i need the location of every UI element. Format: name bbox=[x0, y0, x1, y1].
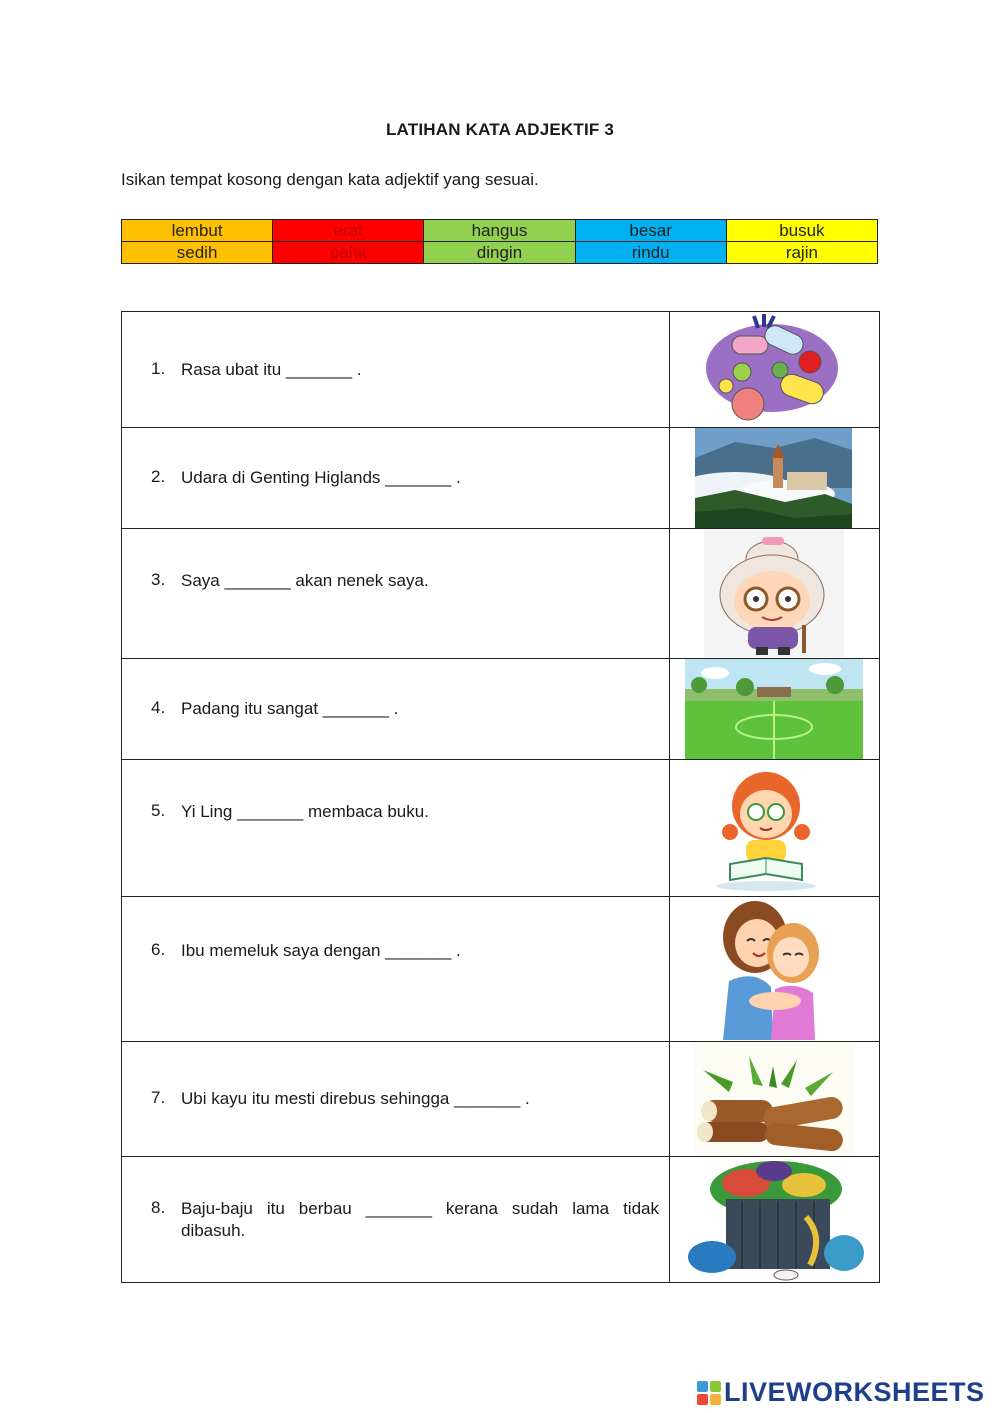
picture-cell bbox=[670, 428, 880, 529]
brand-name: LIVEWORKSHEETS bbox=[724, 1377, 985, 1407]
question-number: 2. bbox=[151, 467, 166, 486]
word-bank-cell: busuk bbox=[726, 220, 877, 242]
picture-cell bbox=[670, 760, 880, 897]
word-bank-row-1 bbox=[122, 220, 878, 242]
question-text: Saya _______ akan nenek saya. bbox=[181, 571, 429, 590]
word-bank-cell: sedih bbox=[122, 242, 273, 264]
question-number: 4. bbox=[151, 698, 166, 717]
question-number: 7. bbox=[151, 1088, 166, 1107]
word-bank-row-2 bbox=[122, 242, 878, 264]
question-text: Udara di Genting Higlands _______ . bbox=[181, 468, 461, 487]
question-text: Yi Ling _______ membaca buku. bbox=[181, 802, 429, 821]
question-text: Rasa ubat itu _______ . bbox=[181, 359, 362, 379]
picture-cell bbox=[670, 659, 880, 760]
football-field-icon bbox=[685, 659, 863, 759]
picture-cell bbox=[670, 1157, 880, 1283]
question-row bbox=[122, 659, 880, 760]
question-row bbox=[122, 897, 880, 1042]
word-bank-cell: rindu bbox=[575, 242, 726, 264]
word-bank-cell: pahit bbox=[273, 242, 424, 264]
question-cell bbox=[122, 897, 670, 1042]
question-text: Baju-baju itu berbau _______ kerana sudah lama tidak dibasuh. bbox=[181, 1199, 659, 1240]
picture-cell bbox=[670, 312, 880, 428]
question-row bbox=[122, 1157, 880, 1283]
girl-reading-icon bbox=[700, 760, 848, 895]
question-cell bbox=[122, 659, 670, 760]
word-bank-cell: lembut bbox=[122, 220, 273, 242]
question-table bbox=[121, 311, 880, 1283]
misty-mountain-icon bbox=[695, 428, 852, 528]
question-text: Ubi kayu itu mesti direbus sehingga _______ . bbox=[181, 1089, 530, 1108]
question-row bbox=[122, 760, 880, 897]
word-bank-cell: rajin bbox=[726, 242, 877, 264]
question-cell bbox=[122, 1042, 670, 1157]
page-title: LATIHAN KATA ADJEKTIF 3 bbox=[385, 120, 615, 139]
liveworksheets-branding bbox=[697, 1377, 985, 1408]
picture-cell bbox=[670, 897, 880, 1042]
question-number: 5. bbox=[151, 801, 166, 820]
question-number: 8. bbox=[151, 1198, 166, 1217]
cassava-icon bbox=[693, 1042, 855, 1155]
question-cell bbox=[122, 428, 670, 529]
picture-cell bbox=[670, 1042, 880, 1157]
instruction-text: Isikan tempat kosong dengan kata adjektif yang sesuai. bbox=[121, 170, 539, 189]
word-bank-cell: erat bbox=[273, 220, 424, 242]
question-cell bbox=[122, 312, 670, 428]
question-text: Padang itu sangat _______ . bbox=[181, 699, 399, 718]
question-row bbox=[122, 428, 880, 529]
question-number: 6. bbox=[151, 940, 166, 959]
question-number: 1. bbox=[151, 358, 166, 378]
question-cell bbox=[122, 1157, 670, 1283]
laundry-basket-icon bbox=[686, 1157, 866, 1281]
question-row bbox=[122, 529, 880, 659]
word-bank-cell: besar bbox=[575, 220, 726, 242]
question-text: Ibu memeluk saya dengan _______ . bbox=[181, 941, 461, 960]
question-cell bbox=[122, 760, 670, 897]
question-number: 3. bbox=[151, 570, 166, 589]
grandmother-icon bbox=[704, 529, 844, 657]
mother-hug-icon bbox=[715, 897, 835, 1040]
word-bank-cell: dingin bbox=[424, 242, 575, 264]
word-bank bbox=[121, 219, 878, 264]
word-bank-cell: hangus bbox=[424, 220, 575, 242]
question-row bbox=[122, 1042, 880, 1157]
question-cell bbox=[122, 529, 670, 659]
question-row bbox=[122, 312, 880, 428]
picture-cell bbox=[670, 529, 880, 659]
liveworksheets-logo-icon bbox=[697, 1381, 721, 1405]
medicine-pills-icon bbox=[702, 312, 842, 426]
